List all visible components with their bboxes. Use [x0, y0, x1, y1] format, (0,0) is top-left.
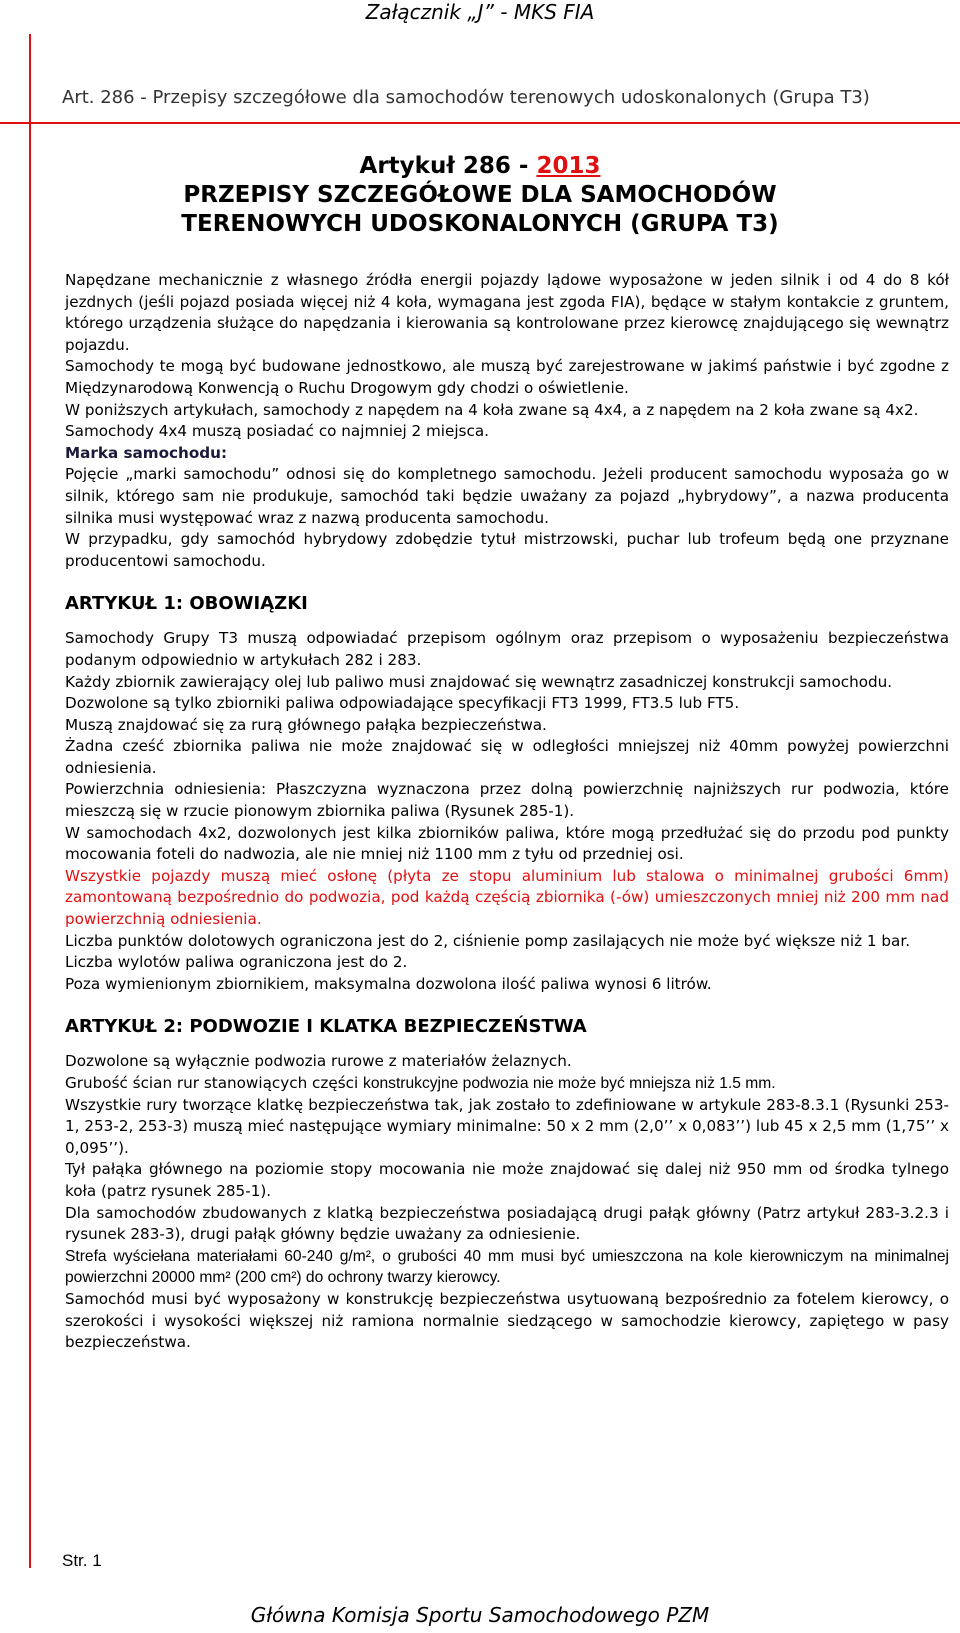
article2-p2-part-a: Grubość ścian rur stanowiących części	[65, 1074, 364, 1092]
title-year: 2013	[536, 153, 601, 179]
intro-paragraph: Samochody te mogą być budowane jednostkowo, ale muszą być zarejestrowane w jakimś państwie i być zgodne z Międzynarodową Konwencją o Ruchu Drogowym gdy chodzi o oświetlenie.	[65, 357, 949, 397]
article2-paragraph: Wszystkie rury tworzące klatkę bezpieczeństwa tak, jak zostało to zdefiniowane w artykule 283-8.3.1 (Rysunki 253-1, 253-2, 253-3) muszą mieć następujące wymiary minimalne: 50 x 2 mm (2,0’’ x 0,083’’) lub 45 x 2,5 mm (1,75’’ x 0,095’’).	[65, 1095, 949, 1157]
article2-p2-part-b: konstrukcyjne podwozia nie może być mniejsza niż 1.5 mm.	[363, 1075, 776, 1092]
article1-paragraph: W samochodach 4x2, dozwolonych jest kilka zbiorników paliwa, które mogą przedłużać się do przodu pod punkty mocowania foteli do nadwozia, ale nie mniej niż 1100 mm z tyłu od przedniej osi.	[65, 823, 949, 864]
title-prefix: Artykuł 286 -	[359, 153, 537, 179]
marka-paragraph: Pojęcie „marki samochodu” odnosi się do kompletnego samochodu. Jeżeli producent samochodu wyposaża go w silnik, którego sam nie produkuje, samochód taki będzie uważany za pojazd „hybrydowy”, a nazwa producenta silnika musi występować wraz z nazwą producenta samochodu.	[65, 465, 949, 527]
article1-paragraph: Każdy zbiornik zawierający olej lub paliwo musi znajdować się wewnątrz zasadniczej konstrukcji samochodu.	[65, 672, 893, 691]
footer-organization: Główna Komisja Sportu Samochodowego PZM	[250, 1603, 710, 1627]
title-line-2: PRZEPISY SZCZEGÓŁOWE DLA SAMOCHODÓW	[183, 182, 777, 208]
title-line-1	[0, 152, 960, 181]
article2-paragraph	[65, 1073, 949, 1095]
article1-paragraph: Liczba punktów dolotowych ograniczona jest do 2, ciśnienie pomp zasilających nie może być większe niż 1 bar.	[65, 931, 911, 950]
article2-paragraph: Tył pałąka głównego na poziomie stopy mocowania nie może znajdować się dalej niż 950 mm od środka tylnego koła (patrz rysunek 285-1).	[65, 1160, 949, 1200]
article1-paragraph: Samochody Grupy T3 muszą odpowiadać przepisom ogólnym oraz przepisom o wyposażeniu bezpieczeństwa podanym odpowiednio w artykułach 282 i 283.	[65, 629, 949, 669]
page-number: Str. 1	[62, 1551, 102, 1570]
intro-paragraph: Napędzane mechanicznie z własnego źródła energii pojazdy lądowe wyposażone w jeden silnik i od 4 do 8 kół jezdnych (jeśli pojazd posiada więcej niż 4 koła, wymagana jest zgoda FIA), będące w stałym kontakcie z gruntem, którego urządzenia służące do napędzania i kierowania są kontrolowane przez kierowcę znajdującego się wewnątrz pojazdu.	[65, 271, 949, 354]
article1-paragraph: Powierzchnia odniesienia: Płaszczyzna wyznaczona przez dolną powierzchnię najniższych rur podwozia, które mieszczą się w rzucie pionowym zbiornika paliwa (Rysunek 285-1).	[65, 780, 949, 821]
intro-paragraph: Samochody 4x4 muszą posiadać co najmniej 2 miejsca.	[65, 422, 489, 441]
article1-heading: ARTYKUŁ 1: OBOWIĄZKI	[65, 593, 308, 615]
article2-paragraph: Dozwolone są wyłącznie podwozia rurowe z materiałów żelaznych.	[65, 1052, 572, 1071]
marka-paragraph: W przypadku, gdy samochód hybrydowy zdobędzie tytuł mistrzowski, puchar lub trofeum będą one przyznane producentowi samochodu.	[65, 530, 949, 570]
article1-paragraph: Liczba wylotów paliwa ograniczona jest do 2.	[65, 953, 408, 972]
article2-paragraph: Samochód musi być wyposażony w konstrukcję bezpieczeństwa usytuowaną bezpośrednio za fotelem kierowcy, o szerokości i wysokości większej niż ramiona normalnie siedzącego w samochodzie kierowcy, zapiętego w pasy bezpieczeństwa.	[65, 1289, 949, 1352]
article1-red-paragraph: Wszystkie pojazdy muszą mieć osłonę (płyta ze stopu aluminium lub stalowa o minimalnej grubości 6mm) zamontowaną bezpośrednio do podwozia, pod każdą częścią zbiornika (-ów) umieszczonych mniej niż 200 mm nad powierzchnią odniesienia.	[65, 866, 949, 929]
title-line-3: TERENOWYCH UDOSKONALONYCH (GRUPA T3)	[181, 211, 779, 237]
article2-paragraph: Dla samochodów zbudowanych z klatką bezpieczeństwa posiadającą drugi pałąk główny (Patrz artykuł 283-3.2.3 i rysunek 283-3), drugi pałąk główny będzie uważany za odniesienie.	[65, 1203, 949, 1244]
article2-heading: ARTYKUŁ 2: PODWOZIE I KLATKA BEZPIECZEŃSTWA	[65, 1016, 587, 1038]
article2-paragraph: Strefa wyściełana materiałami 60-240 g/m², o grubości 40 mm musi być umieszczona na kole kierowniczym na minimalnej powierzchni 20000 mm² (200 cm²) do ochrony twarzy kierowcy.	[65, 1247, 949, 1287]
marka-heading: Marka samochodu:	[65, 443, 228, 462]
article-running-heading: Art. 286 - Przepisy szczegółowe dla samochodów terenowych udoskonalonych (Grupa T3)	[62, 87, 870, 108]
article1-paragraph: Dozwolone są tylko zbiorniki paliwa odpowiadające specyfikacji FT3 1999, FT3.5 lub FT5.	[65, 694, 740, 713]
intro-paragraph: W poniższych artykułach, samochody z napędem na 4 koła zwane są 4x4, a z napędem na 2 koła zwane są 4x2.	[65, 400, 919, 419]
document-title	[0, 152, 960, 239]
document-body	[65, 270, 949, 1354]
margin-rule-vertical	[29, 34, 31, 1568]
header-rule-horizontal	[0, 122, 960, 124]
article1-paragraph: Żadna cześć zbiornika paliwa nie może znajdować się w odległości mniejszej niż 40mm powyżej powierzchni odniesienia.	[65, 737, 949, 777]
annex-header: Załącznik „J” - MKS FIA	[365, 0, 595, 24]
article1-paragraph: Poza wymienionym zbiornikiem, maksymalna dozwolona ilość paliwa wynosi 6 litrów.	[65, 974, 712, 993]
article1-paragraph: Muszą znajdować się za rurą głównego pałąka bezpieczeństwa.	[65, 715, 547, 734]
